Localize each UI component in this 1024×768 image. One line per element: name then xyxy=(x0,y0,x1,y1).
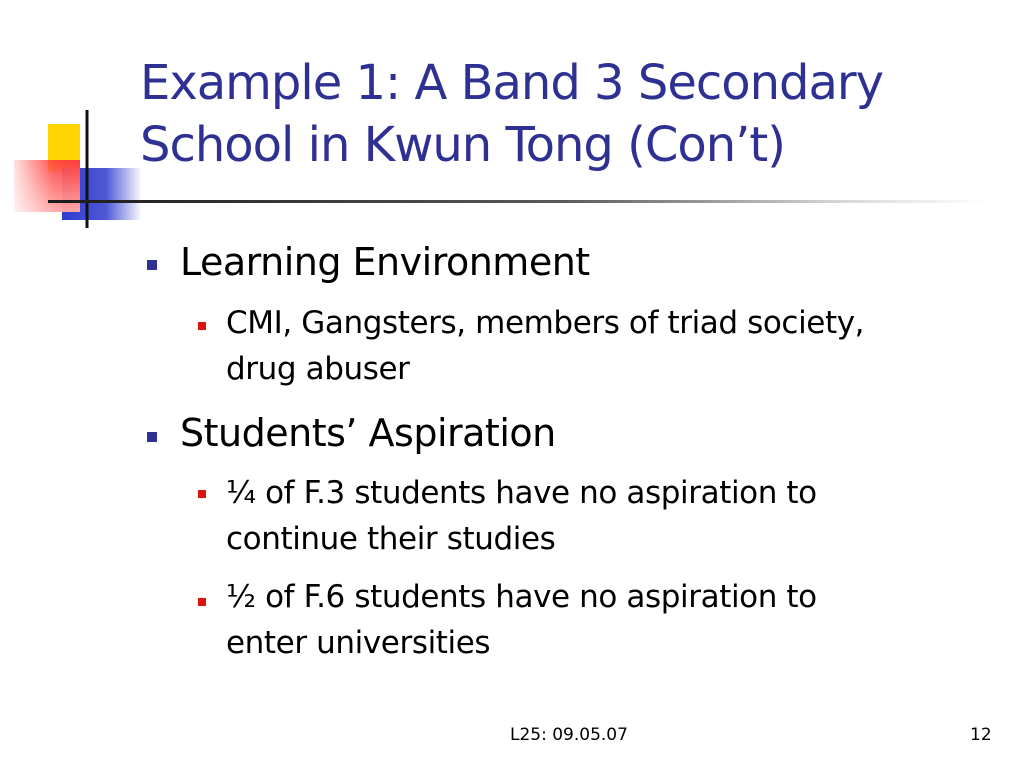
sub-bullet-marker xyxy=(198,598,206,606)
slide-title-line-1: Example 1: A Band 3 Secondary xyxy=(140,55,884,111)
bullet-marker xyxy=(147,260,157,270)
sub-bullet-line: CMI, Gangsters, members of triad society, xyxy=(226,305,865,341)
sub-bullet-text xyxy=(226,574,1006,666)
sub-bullet-line: enter universities xyxy=(226,625,491,661)
sub-bullet-line: ½ of F.6 students have no aspiration to xyxy=(226,579,817,615)
bullet-learning-environment: Learning Environment xyxy=(180,240,590,284)
slide-title-line-2: School in Kwun Tong (Con’t) xyxy=(140,117,785,173)
page-number: 12 xyxy=(970,725,992,745)
sub-bullet-marker xyxy=(198,490,206,498)
footer-date: L25: 09.05.07 xyxy=(510,725,628,745)
sub-bullet-line: ¼ of F.3 students have no aspiration to xyxy=(226,475,817,511)
bullet-students-aspiration: Students’ Aspiration xyxy=(180,411,556,455)
bullet-marker xyxy=(147,432,157,442)
sub-bullet-line: drug abuser xyxy=(226,351,410,387)
sub-bullet-text xyxy=(226,300,1006,392)
sub-bullet-text xyxy=(226,470,1006,562)
sub-bullet-line: continue their studies xyxy=(226,521,556,557)
sub-bullet-marker xyxy=(198,322,206,330)
